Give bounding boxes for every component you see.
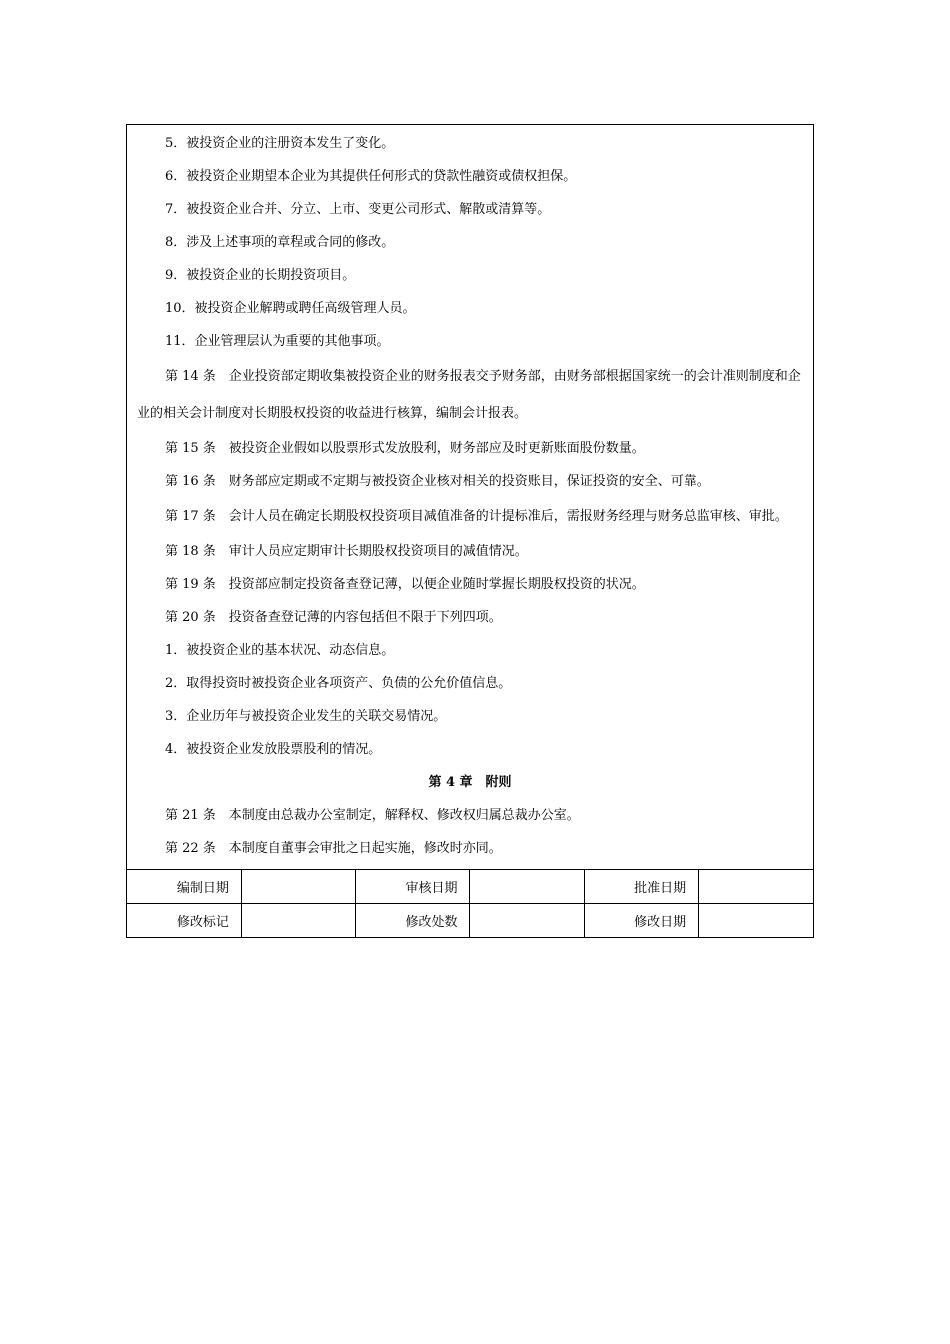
- paragraph: 8．涉及上述事项的章程或合同的修改。: [165, 235, 395, 250]
- revision-count-label: 修改处数: [356, 904, 470, 938]
- approve-date-value: [699, 870, 813, 904]
- table-row: [127, 870, 813, 904]
- paragraph: 第 22 条 本制度自董事会审批之日起实施，修改时亦同。: [165, 841, 502, 856]
- paragraph: 第 16 条 财务部应定期或不定期与被投资企业核对相关的投资账目，保证投资的安全、可靠。: [165, 474, 710, 489]
- approval-table: [127, 869, 813, 937]
- paragraph: 7．被投资企业合并、分立、上市、变更公司形式、解散或清算等。: [165, 202, 551, 217]
- paragraph: 第 18 条 审计人员应定期审计长期股权投资项目的减值情况。: [165, 544, 528, 559]
- table-row: [127, 904, 813, 938]
- paragraph: 第 15 条 被投资企业假如以股票形式发放股利，财务部应及时更新账面股份数量。: [165, 441, 645, 456]
- paragraph: 5．被投资企业的注册资本发生了变化。: [165, 136, 395, 151]
- paragraph: 3．企业历年与被投资企业发生的关联交易情况。: [165, 709, 447, 724]
- paragraph: 2．取得投资时被投资企业各项资产、负债的公允价值信息。: [165, 676, 512, 691]
- revision-date-label: 修改日期: [584, 904, 698, 938]
- revision-date-value: [699, 904, 813, 938]
- revision-count-value: [470, 904, 584, 938]
- paragraph: 1．被投资企业的基本状况、动态信息。: [165, 643, 395, 658]
- compile-date-value: [241, 870, 355, 904]
- paragraph: 第 21 条 本制度由总裁办公室制定，解释权、修改权归属总裁办公室。: [165, 808, 580, 823]
- paragraph: 第 19 条 投资部应制定投资备查登记薄，以便企业随时掌握长期股权投资的状况。: [165, 577, 645, 592]
- paragraph: 4．被投资企业发放股票股利的情况。: [165, 742, 382, 757]
- compile-date-label: 编制日期: [127, 870, 241, 904]
- paragraph: 9．被投资企业的长期投资项目。: [165, 268, 356, 283]
- paragraph: 第 14 条 企业投资部定期收集被投资企业的财务报表交予财务部，由财务部根据国家统一的会计准则制度和企业的相关会计制度对长期股权投资的收益进行核算，编制会计报表。: [137, 369, 801, 421]
- document-frame: [126, 124, 814, 938]
- paragraph: 第 20 条 投资备查登记薄的内容包括但不限于下列四项。: [165, 610, 502, 625]
- document-body: [127, 125, 813, 869]
- chapter-title: 第 4 章 附则: [428, 775, 512, 790]
- paragraph: 6．被投资企业期望本企业为其提供任何形式的贷款性融资或债权担保。: [165, 169, 577, 184]
- review-date-label: 审核日期: [356, 870, 470, 904]
- approve-date-label: 批准日期: [584, 870, 698, 904]
- revision-mark-label: 修改标记: [127, 904, 241, 938]
- paragraph: 11．企业管理层认为重要的其他事项。: [165, 334, 390, 349]
- paragraph: 10．被投资企业解聘或聘任高级管理人员。: [165, 301, 416, 316]
- paragraph: 第 17 条 会计人员在确定长期股权投资项目减值准备的计提标准后，需报财务经理与财务总监审核、审批。: [165, 509, 788, 524]
- revision-mark-value: [241, 904, 355, 938]
- review-date-value: [470, 870, 584, 904]
